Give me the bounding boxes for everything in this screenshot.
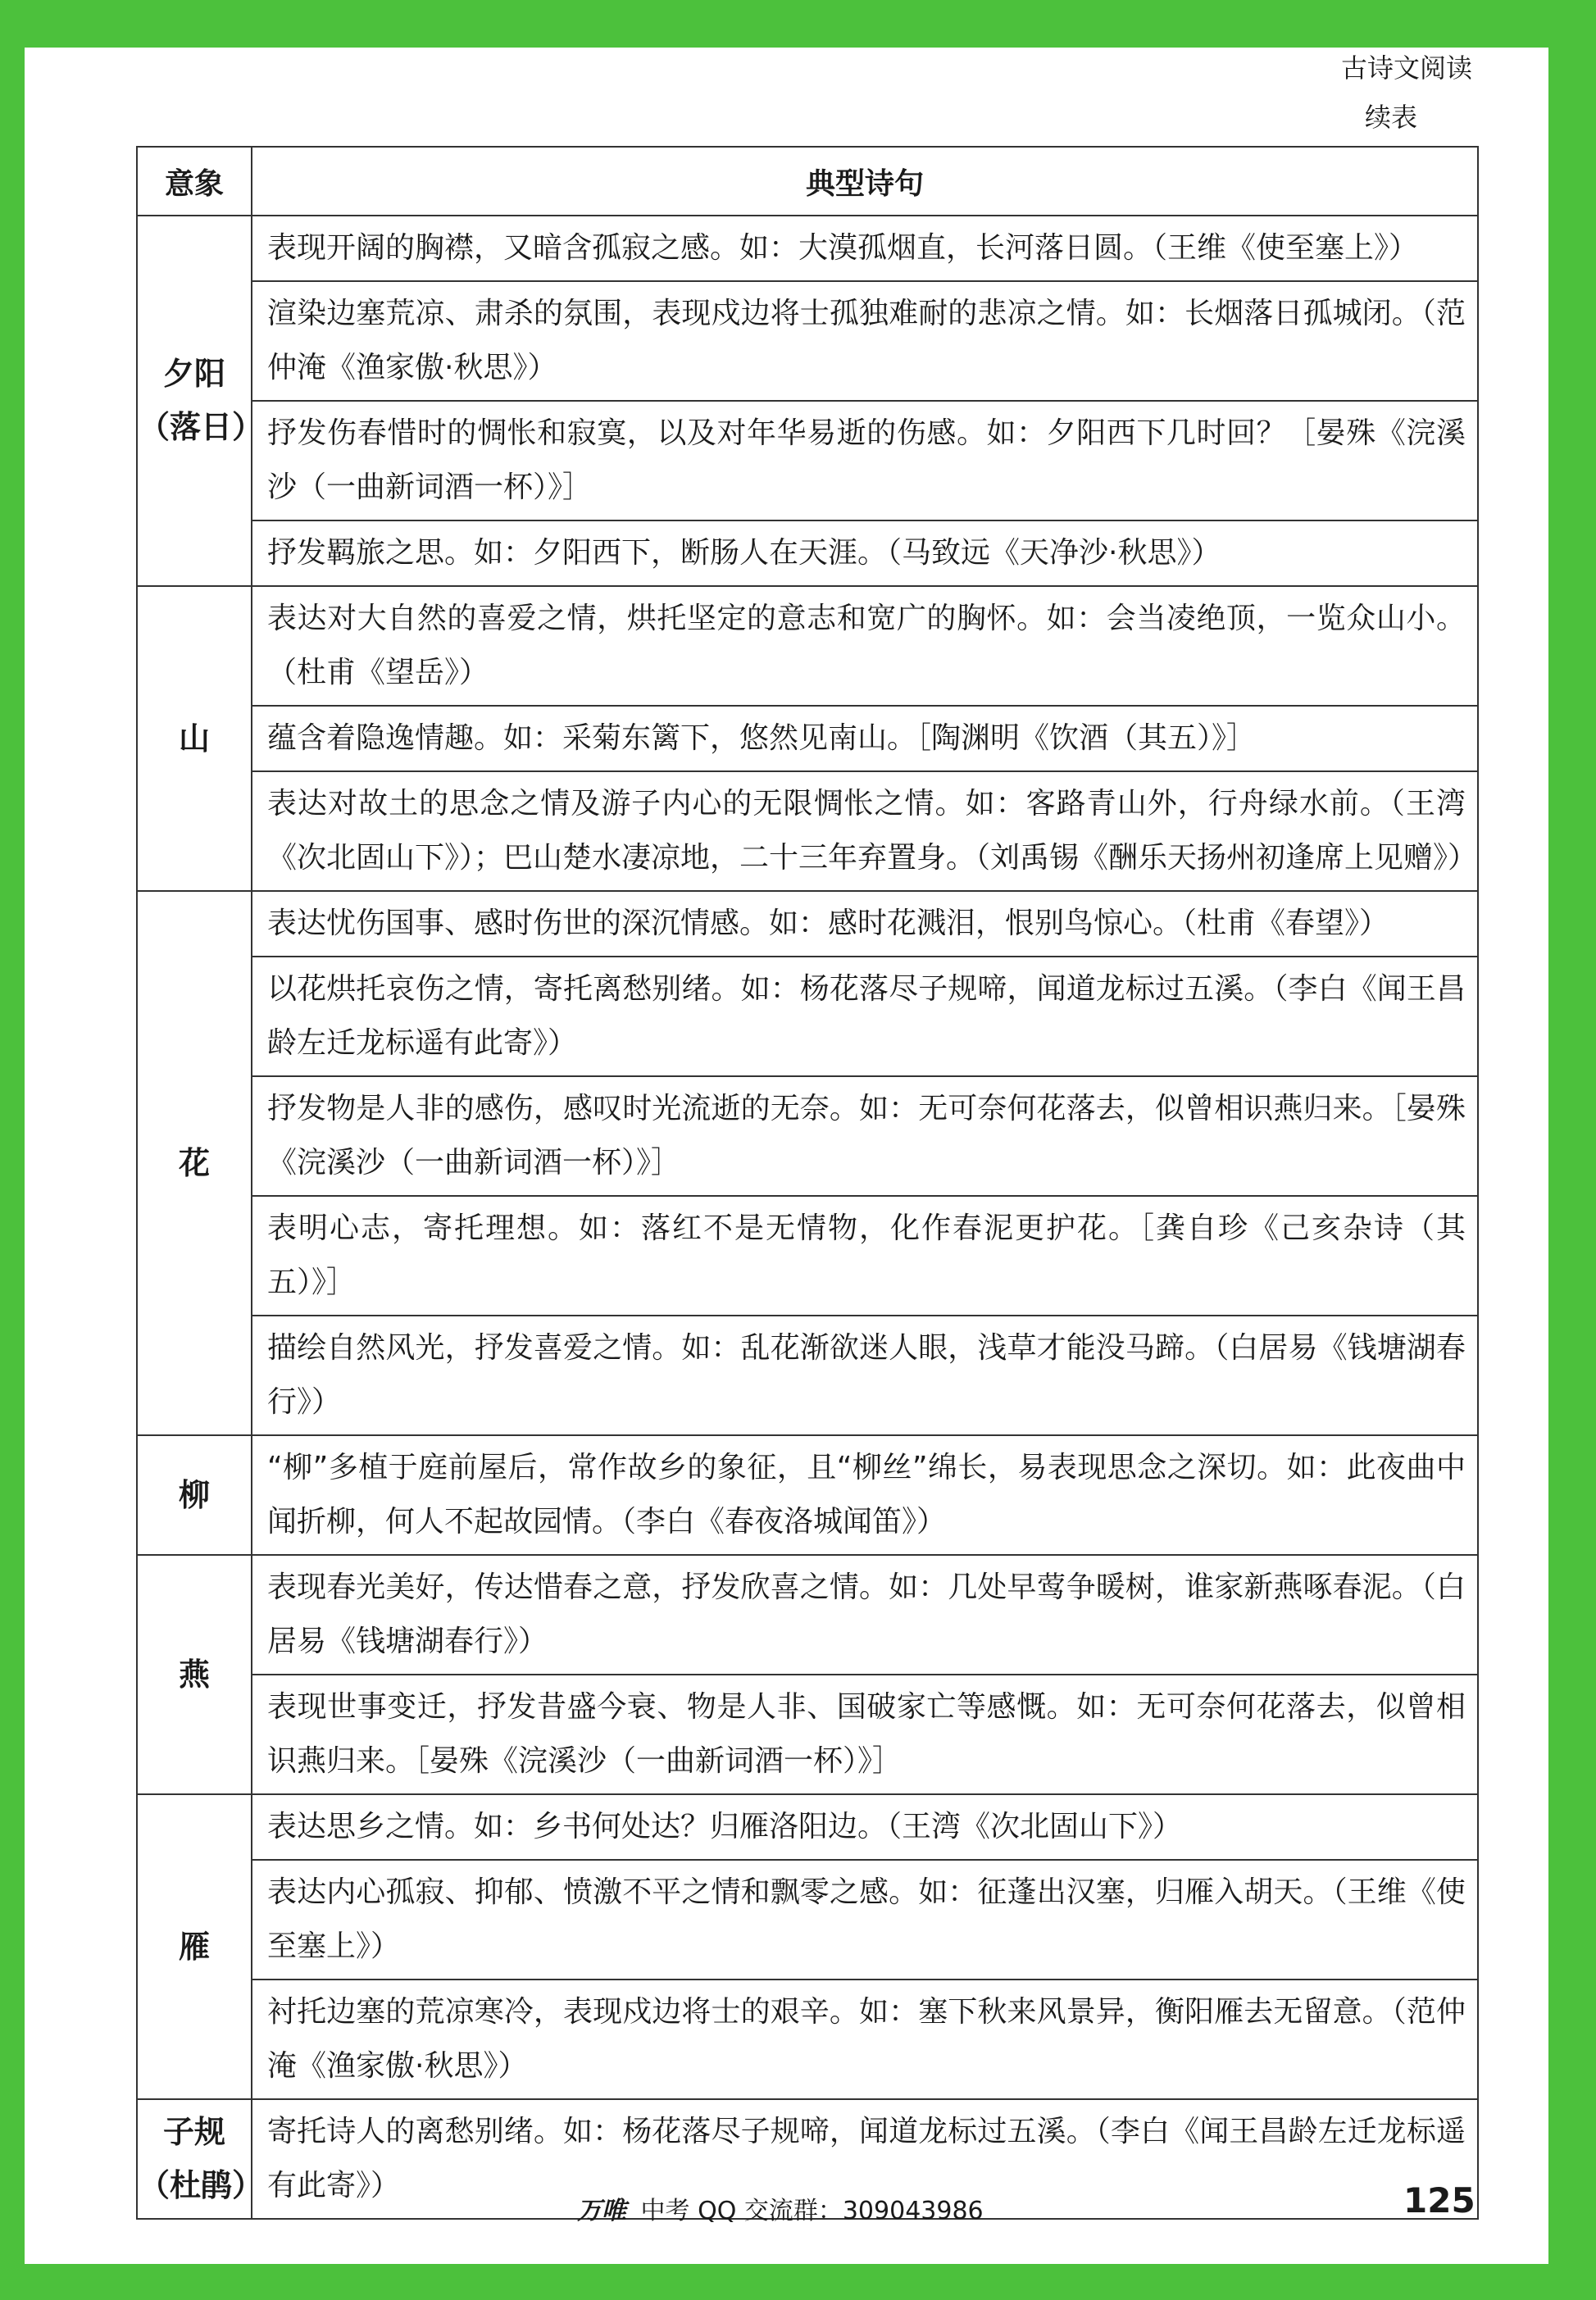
imagery-table xyxy=(136,146,1479,2220)
table-row xyxy=(137,1435,1478,1555)
table-row xyxy=(137,1794,1478,1860)
poem-cell: “柳”多植于庭前屋后，常作故乡的象征，且“柳丝”绵长，易表现思念之深切。如：此夜曲中闻折柳，何人不起故园情。（李白《春夜洛城闻笛》） xyxy=(252,1435,1478,1555)
page-border-right xyxy=(1548,0,1596,2300)
poem-cell: 描绘自然风光，抒发喜爱之情。如：乱花渐欲迷人眼，浅草才能没马蹄。（白居易《钱塘湖春行》） xyxy=(252,1316,1478,1435)
page-border-left xyxy=(0,0,25,2300)
poem-cell: 寄托诗人的离愁别绪。如：杨花落尽子规啼，闻道龙标过五溪。（李白《闻王昌龄左迁龙标遥有此寄》） xyxy=(252,2099,1478,2219)
imagery-cell: 燕 xyxy=(137,1555,252,1794)
poem-cell: 表现开阔的胸襟，又暗含孤寂之感。如：大漠孤烟直，长河落日圆。（王维《使至塞上》） xyxy=(252,216,1478,281)
imagery-cell: 夕阳 （落日） xyxy=(137,216,252,586)
imagery-cell: 花 xyxy=(137,891,252,1435)
table-header-row xyxy=(137,147,1478,216)
poem-cell: 抒发伤春惜时的惆怅和寂寞，以及对年华易逝的伤感。如：夕阳西下几时回？［晏殊《浣溪沙（一曲新词酒一杯）》］ xyxy=(252,401,1478,520)
table-body xyxy=(137,216,1478,2219)
poem-cell: 表现春光美好，传达惜春之意，抒发欣喜之情。如：几处早莺争暖树，谁家新燕啄春泥。（白居易《钱塘湖春行》） xyxy=(252,1555,1478,1675)
poem-cell: 抒发物是人非的感伤，感叹时光流逝的无奈。如：无可奈何花落去，似曾相识燕归来。［晏殊《浣溪沙（一曲新词酒一杯）》］ xyxy=(252,1076,1478,1196)
poem-cell: 抒发羁旅之思。如：夕阳西下，断肠人在天涯。（马致远《天净沙·秋思》） xyxy=(252,520,1478,586)
imagery-cell: 雁 xyxy=(137,1794,252,2099)
poem-cell: 蕴含着隐逸情趣。如：采菊东篱下，悠然见南山。［陶渊明《饮酒（其五）》］ xyxy=(252,706,1478,771)
footer-brand-logo: 万唯 xyxy=(577,2197,626,2225)
poem-cell: 以花烘托哀伤之情，寄托离愁别绪。如：杨花落尽子规啼，闻道龙标过五溪。（李白《闻王昌龄左迁龙标遥有此寄》） xyxy=(252,957,1478,1076)
header-imagery: 意象 xyxy=(137,147,252,216)
poem-cell: 表达对大自然的喜爱之情，烘托坚定的意志和宽广的胸怀。如：会当凌绝顶，一览众山小。（杜甫《望岳》） xyxy=(252,586,1478,706)
poem-cell: 表达思乡之情。如：乡书何处达？归雁洛阳边。（王湾《次北固山下》） xyxy=(252,1794,1478,1860)
table-row xyxy=(137,771,1478,891)
table-row xyxy=(137,520,1478,586)
table-row xyxy=(137,1980,1478,2099)
poem-cell: 表达对故土的思念之情及游子内心的无限惆怅之情。如：客路青山外，行舟绿水前。（王湾《次北固山下》）；巴山楚水凄凉地，二十三年弃置身。（刘禹锡《酬乐天扬州初逢席上见赠》） xyxy=(252,771,1478,891)
poem-cell: 衬托边塞的荒凉寒冷，表现戍边将士的艰辛。如：塞下秋来风景异，衡阳雁去无留意。（范仲淹《渔家傲·秋思》） xyxy=(252,1980,1478,2099)
table-row xyxy=(137,401,1478,520)
page-border-top xyxy=(0,0,1596,48)
table-row xyxy=(137,1675,1478,1794)
page-border-bottom xyxy=(0,2264,1596,2300)
footer-text: 中考 QQ 交流群：309043986 xyxy=(640,2197,984,2225)
table-row xyxy=(137,1860,1478,1980)
table-row xyxy=(137,706,1478,771)
table-row xyxy=(137,586,1478,706)
poem-cell: 渲染边塞荒凉、肃杀的氛围，表现戍边将士孤独难耐的悲凉之情。如：长烟落日孤城闭。（范仲淹《渔家傲·秋思》） xyxy=(252,281,1478,401)
imagery-cell: 柳 xyxy=(137,1435,252,1555)
table-row xyxy=(137,1076,1478,1196)
table-row xyxy=(137,957,1478,1076)
table-row xyxy=(137,891,1478,957)
table-row xyxy=(137,1316,1478,1435)
table-row xyxy=(137,1196,1478,1316)
imagery-cell: 山 xyxy=(137,586,252,891)
table-continued-label: 续表 xyxy=(1365,102,1418,133)
poem-cell: 表达忧伤国事、感时伤世的深沉情感。如：感时花溅泪，恨别鸟惊心。（杜甫《春望》） xyxy=(252,891,1478,957)
poem-cell: 表达内心孤寂、抑郁、愤激不平之情和飘零之感。如：征蓬出汉塞，归雁入胡天。（王维《使至塞上》） xyxy=(252,1860,1478,1980)
section-title: 古诗文阅读 xyxy=(1341,52,1473,84)
table-row xyxy=(137,281,1478,401)
footer xyxy=(577,2190,984,2226)
poem-cell: 表明心志，寄托理想。如：落红不是无情物，化作春泥更护花。［龚自珍《己亥杂诗（其五）》］ xyxy=(252,1196,1478,1316)
imagery-cell: 子规 （杜鹃） xyxy=(137,2099,252,2219)
header-poems: 典型诗句 xyxy=(252,147,1478,216)
page-number: 125 xyxy=(1403,2180,1476,2220)
table-row xyxy=(137,216,1478,281)
table-row xyxy=(137,1555,1478,1675)
poem-cell: 表现世事变迁，抒发昔盛今衰、物是人非、国破家亡等感慨。如：无可奈何花落去，似曾相识燕归来。［晏殊《浣溪沙（一曲新词酒一杯）》］ xyxy=(252,1675,1478,1794)
